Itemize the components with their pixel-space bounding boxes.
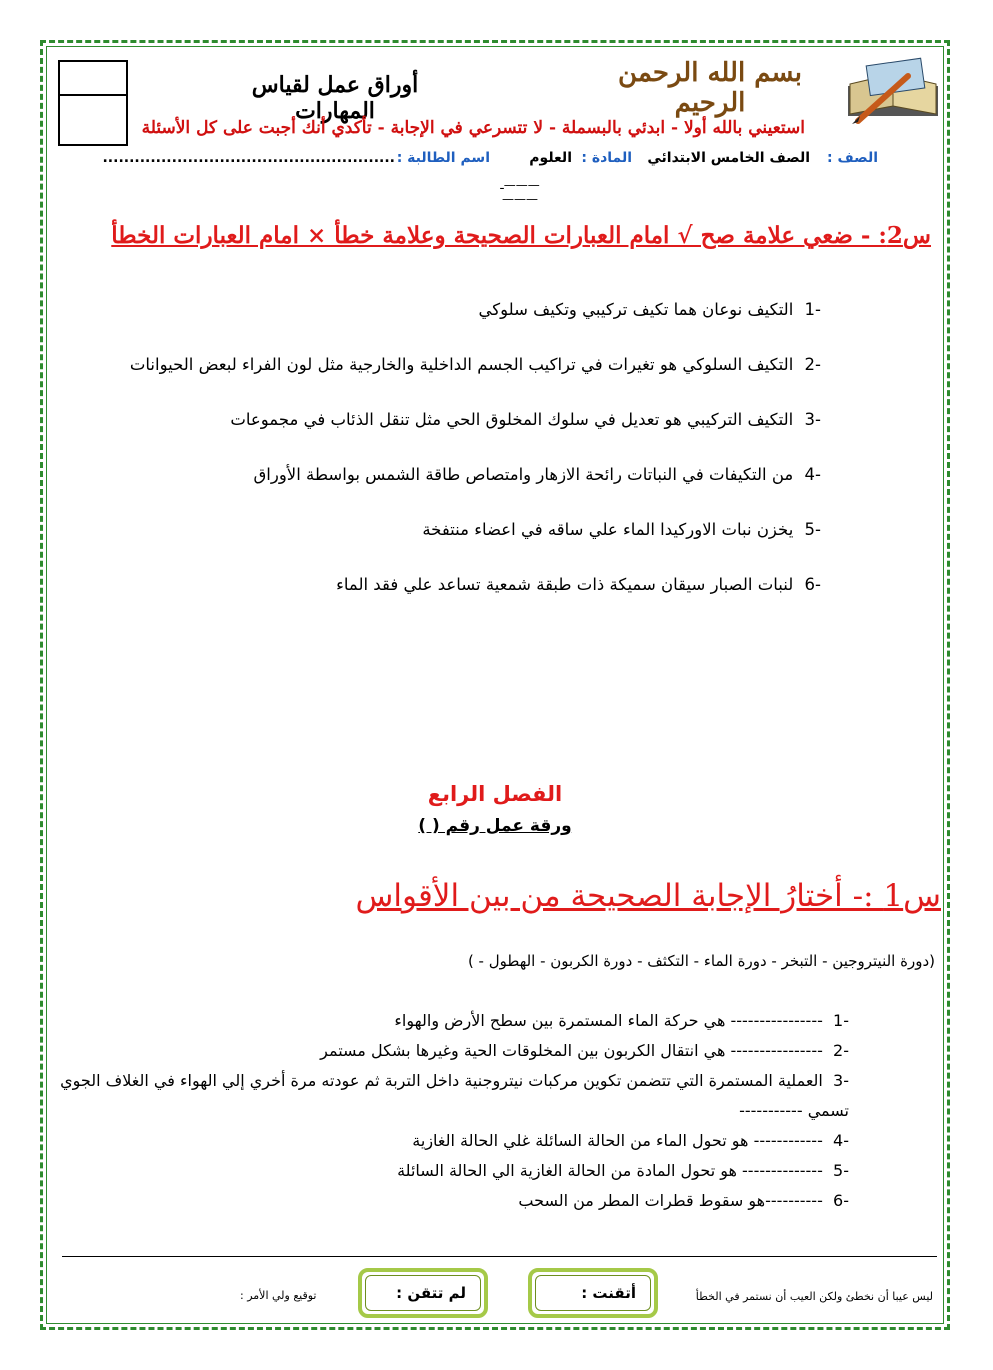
mastered-label: أتقنت : [581, 1284, 636, 1302]
instructions: استعيني بالله أولا - ابدئي بالبسملة - لا تتسرعي في الإجابة - تأكدي أنك أجبت على كل الأسئلة [141, 118, 805, 138]
item-number: -2 [833, 1041, 849, 1060]
item-text: يخزن نبات الاوركيدا الماء علي ساقه في اعضاء منتفخة [422, 520, 794, 539]
item-text: ---------------- هي انتقال الكربون بين المخلوقات الحية وغيرها بشكل مستمر [320, 1041, 823, 1060]
question1-item[interactable] [49, 1066, 849, 1126]
basmala: بسم الله الرحمن الرحيم [618, 58, 802, 118]
item-number: -5 [804, 520, 821, 539]
item-number: -3 [804, 410, 821, 429]
question2-title: س2: - ضعي علامة صح √ امام العبارات الصحيحة وعلامة خطأ × امام العبارات الخطأ [111, 222, 931, 249]
not-mastered-label: لم تتقن : [396, 1284, 466, 1302]
item-number: -6 [804, 575, 821, 594]
question1-item[interactable] [49, 1126, 849, 1156]
guardian-signature[interactable]: توقيع ولي الأمر : [240, 1289, 317, 1302]
header-separator: ———ـ——— [500, 178, 540, 206]
answer-options: (دورة النيتروجين - التبخر - دورة الماء - التكثف - دورة الكربون - الهطول - ) [467, 952, 935, 970]
item-text: من التكيفات في النباتات رائحة الازهار وامتصاص طاقة الشمس بواسطة الأوراق [253, 465, 794, 484]
question1-list [49, 1006, 849, 1216]
question2-item[interactable] [61, 410, 821, 465]
footer-quote: ليس عيبا أن نخطئ ولكن العيب أن نستمر في الخطأ [695, 1290, 933, 1303]
item-text: التكيف السلوكي هو تغيرات في تراكيب الجسم الداخلية والخارجية مثل لون الفراء لبعض الحيوانات [129, 355, 794, 374]
footer-divider [62, 1256, 937, 1257]
item-number: -6 [833, 1191, 849, 1210]
question2-item[interactable] [61, 355, 821, 410]
student-name-label: اسم الطالبة : [396, 150, 490, 166]
grade-label: الصف : [827, 150, 878, 166]
item-number: -2 [804, 355, 821, 374]
question1-item[interactable] [49, 1156, 849, 1186]
item-text: لنبات الصبار سيقان سميكة ذات طبقة شمعية تساعد علي فقد الماء [336, 575, 794, 594]
item-number: -1 [804, 300, 821, 319]
worksheet-title: أوراق عمل لقياس المهارات [251, 72, 419, 124]
question1-item[interactable] [49, 1006, 849, 1036]
item-text: ----------هو سقوط قطرات المطر من السحب [518, 1191, 823, 1210]
item-text: ---------------- هي حركة الماء المستمرة بين سطح الأرض والهواء [394, 1011, 823, 1030]
subject-label: المادة : [581, 150, 632, 166]
question2-item[interactable] [61, 300, 821, 355]
sheet-number: ورقة عمل رقم ( ) [418, 816, 572, 836]
question1-title: س1 :- أختارُ الإجابة الصحيحة من بين الأقواس [355, 878, 941, 914]
mastered-badge[interactable] [528, 1268, 658, 1318]
question1-item[interactable] [49, 1186, 849, 1216]
grade-value: الصف الخامس الابتدائي [647, 150, 810, 166]
not-mastered-badge[interactable] [358, 1268, 488, 1318]
student-info-row [60, 150, 940, 174]
item-text: التكيف التركيبي هو تعديل في سلوك المخلوق الحي مثل تنقل الذئاب في مجموعات [230, 410, 794, 429]
item-number: -3 [833, 1071, 849, 1090]
question1-item[interactable] [49, 1036, 849, 1066]
item-text: العملية المستمرة التي تتضمن تكوين مركبات نيتروجنية داخل التربة ثم عودته مرة أخري إلي الهواء في الغلاف الجوي تسمي ----------- [60, 1071, 849, 1120]
student-name-blank[interactable]: ....................................................... [102, 150, 395, 166]
item-number: -4 [804, 465, 821, 484]
grade-box-divider [60, 94, 126, 96]
item-number: -1 [833, 1011, 849, 1030]
question2-list [61, 300, 821, 630]
grade-box [58, 60, 128, 146]
item-text: ------------ هو تحول الماء من الحالة السائلة غلي الحالة الغازية [412, 1131, 823, 1150]
item-number: -4 [833, 1131, 849, 1150]
question2-item[interactable] [61, 575, 821, 630]
item-number: -5 [833, 1161, 849, 1180]
book-pen-icon [838, 56, 948, 126]
chapter-title: الفصل الرابع [427, 782, 563, 806]
item-text: التكيف نوعان هما تكيف تركيبي وتكيف سلوكي [478, 300, 794, 319]
question2-item[interactable] [61, 520, 821, 575]
item-text: -------------- هو تحول المادة من الحالة الغازية الي الحالة السائلة [397, 1161, 823, 1180]
question2-item[interactable] [61, 465, 821, 520]
subject-value: العلوم [529, 150, 572, 166]
